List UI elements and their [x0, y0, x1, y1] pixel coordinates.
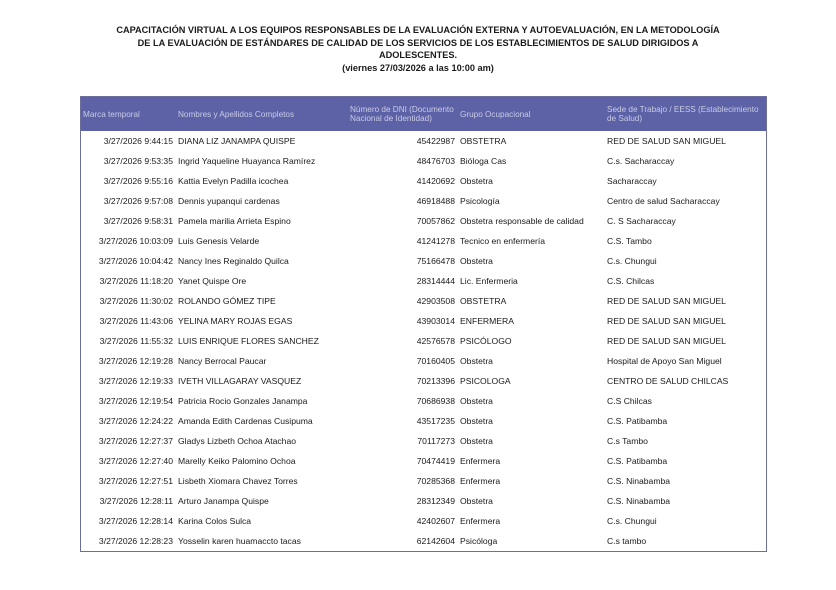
cell-dni: 62142604 — [416, 536, 455, 546]
cell-occupation: OBSTETRA — [460, 296, 507, 306]
table-row — [81, 371, 766, 391]
cell-dni: 43517235 — [416, 416, 455, 426]
cell-timestamp: 3/27/2026 9:58:31 — [103, 216, 173, 226]
cell-occupation: Enfermera — [460, 476, 501, 486]
table-row — [81, 391, 766, 411]
cell-occupation: Enfermera — [460, 456, 501, 466]
cell-dni: 41241278 — [416, 236, 455, 246]
cell-dni: 48476703 — [416, 156, 455, 166]
title-line-1: CAPACITACIÓN VIRTUAL A LOS EQUIPOS RESPONSABLES DE LA EVALUACIÓN EXTERNA Y AUTOEVALUACIÓN, EN LA METODOLOGÍA — [116, 25, 720, 35]
header-occupation: Grupo Ocupacional — [460, 109, 531, 119]
table-row — [81, 531, 766, 551]
table-row — [81, 351, 766, 371]
cell-workplace: C. S Sacharaccay — [607, 216, 676, 226]
cell-timestamp: 3/27/2026 12:27:40 — [98, 456, 173, 466]
cell-timestamp: 3/27/2026 9:53:35 — [103, 156, 173, 166]
cell-occupation: Enfermera — [460, 516, 501, 526]
cell-name: Marelly Keiko Palomino Ochoa — [178, 456, 296, 466]
cell-occupation: PSICOLOGA — [460, 376, 511, 386]
cell-workplace: C.s. Sacharaccay — [607, 156, 675, 166]
cell-workplace: RED DE SALUD SAN MIGUEL — [607, 296, 726, 306]
document-title — [60, 24, 776, 74]
cell-name: Patricia Rocio Gonzales Janampa — [178, 396, 308, 406]
table-row — [81, 311, 766, 331]
cell-dni: 28312349 — [416, 496, 455, 506]
table-row — [81, 451, 766, 471]
table-row — [81, 151, 766, 171]
table-row — [81, 231, 766, 251]
cell-occupation: Psicóloga — [460, 536, 498, 546]
cell-dni: 42903508 — [416, 296, 455, 306]
cell-name: Karina Colos Sulca — [178, 516, 252, 526]
cell-occupation: Obstetra — [460, 356, 493, 366]
title-date-line: (viernes 27/03/2026 a las 10:00 am) — [342, 62, 494, 73]
cell-name: Lisbeth Xiomara Chavez Torres — [178, 476, 298, 486]
cell-timestamp: 3/27/2026 12:19:33 — [98, 376, 173, 386]
cell-dni: 42576578 — [416, 336, 455, 346]
cell-workplace: CENTRO DE SALUD CHILCAS — [607, 376, 729, 386]
cell-name: Ingrid Yaqueline Huayanca Ramírez — [178, 156, 316, 166]
cell-dni: 70057862 — [416, 216, 455, 226]
cell-workplace: RED DE SALUD SAN MIGUEL — [607, 136, 726, 146]
cell-workplace: C.S. Patibamba — [607, 456, 668, 466]
cell-occupation: Obstetra — [460, 176, 493, 186]
cell-name: Arturo Janampa Quispe — [178, 496, 269, 506]
cell-workplace: C.s Tambo — [607, 436, 648, 446]
cell-timestamp: 3/27/2026 12:28:14 — [98, 516, 173, 526]
table-row — [81, 191, 766, 211]
cell-occupation: OBSTETRA — [460, 136, 507, 146]
cell-name: ROLANDO GÓMEZ TIPE — [178, 296, 276, 306]
cell-occupation: Bióloga Cas — [460, 156, 507, 166]
cell-occupation: Obstetra — [460, 496, 493, 506]
attendance-table-container — [80, 96, 767, 552]
table-row — [81, 171, 766, 191]
cell-name: Kattia Evelyn Padilla icochea — [178, 176, 289, 186]
cell-occupation: Psicología — [460, 196, 500, 206]
cell-name: LUIS ENRIQUE FLORES SANCHEZ — [178, 336, 319, 346]
cell-dni: 70686938 — [416, 396, 455, 406]
cell-occupation: Obstetra — [460, 256, 493, 266]
cell-dni: 70160405 — [416, 356, 455, 366]
cell-workplace: C.s tambo — [607, 536, 647, 546]
cell-workplace: RED DE SALUD SAN MIGUEL — [607, 336, 726, 346]
cell-name: YELINA MARY ROJAS EGAS — [178, 316, 293, 326]
cell-occupation: Obstetra — [460, 396, 493, 406]
cell-timestamp: 3/27/2026 9:57:08 — [103, 196, 173, 206]
cell-name: Luis Genesis Velarde — [178, 236, 260, 246]
cell-timestamp: 3/27/2026 12:24:22 — [98, 416, 173, 426]
cell-timestamp: 3/27/2026 12:28:11 — [99, 496, 173, 506]
cell-workplace: C.S. Chilcas — [607, 276, 655, 286]
cell-occupation: Obstetra responsable de calidad — [460, 216, 584, 226]
cell-timestamp: 3/27/2026 11:43:06 — [99, 316, 173, 326]
cell-timestamp: 3/27/2026 11:55:32 — [99, 336, 173, 346]
cell-workplace: Centro de salud Sacharaccay — [607, 196, 720, 206]
cell-occupation: ENFERMERA — [460, 316, 514, 326]
table-body — [81, 131, 766, 551]
cell-dni: 42402607 — [416, 516, 455, 526]
cell-dni: 70474419 — [416, 456, 455, 466]
cell-timestamp: 3/27/2026 12:28:23 — [98, 536, 173, 546]
table-row — [81, 411, 766, 431]
cell-occupation: PSICÓLOGO — [460, 336, 512, 346]
cell-name: DIANA LIZ JANAMPA QUISPE — [178, 136, 296, 146]
table-row — [81, 431, 766, 451]
header-name: Nombres y Apellidos Completos — [178, 109, 295, 119]
cell-occupation: Obstetra — [460, 416, 493, 426]
cell-dni: 28314444 — [416, 276, 455, 286]
cell-name: Nancy Ines Reginaldo Quilca — [178, 256, 289, 266]
table-row — [81, 131, 766, 151]
header-workplace: Sede de Trabajo / EESS (Establecimiento de Salud) — [607, 105, 759, 123]
cell-name: Pamela marilia Arrieta Espino — [178, 216, 291, 226]
cell-workplace: C.S. Ninabamba — [607, 496, 671, 506]
cell-occupation: Tecnico en enfermería — [460, 236, 546, 246]
table-row — [81, 471, 766, 491]
table-row — [81, 211, 766, 231]
table-row — [81, 491, 766, 511]
cell-workplace: C.s. Chungui — [607, 516, 657, 526]
title-line-2: DE LA EVALUACIÓN DE ESTÁNDARES DE CALIDAD DE LOS SERVICIOS DE LOS ESTABLECIMIENTOS DE SALUD DIRIGIDOS A — [137, 37, 699, 48]
cell-timestamp: 3/27/2026 12:19:54 — [98, 396, 173, 406]
cell-workplace: C.s. Chungui — [607, 256, 657, 266]
cell-timestamp: 3/27/2026 10:04:42 — [98, 256, 173, 266]
cell-workplace: C.S. Ninabamba — [607, 476, 671, 486]
cell-workplace: Sacharaccay — [607, 176, 657, 186]
cell-workplace: C.S. Tambo — [607, 236, 652, 246]
attendance-table — [81, 97, 766, 551]
cell-timestamp: 3/27/2026 10:03:09 — [98, 236, 173, 246]
cell-dni: 70213396 — [416, 376, 455, 386]
header-dni: Número de DNI (Documento Nacional de Identidad) — [350, 105, 454, 123]
table-row — [81, 331, 766, 351]
cell-timestamp: 3/27/2026 11:18:20 — [99, 276, 173, 286]
header-row — [81, 97, 766, 131]
title-line-3: ADOLESCENTES. — [378, 50, 458, 60]
cell-dni: 75166478 — [416, 256, 455, 266]
cell-dni: 43903014 — [416, 316, 455, 326]
cell-occupation: Lic. Enfermeria — [460, 276, 518, 286]
cell-name: Amanda Edith Cardenas Cusipuma — [178, 416, 313, 426]
cell-timestamp: 3/27/2026 9:44:15 — [103, 136, 173, 146]
cell-name: Gladys Lizbeth Ochoa Atachao — [178, 436, 297, 446]
table-row — [81, 511, 766, 531]
cell-timestamp: 3/27/2026 12:27:37 — [98, 436, 173, 446]
cell-timestamp: 3/27/2026 11:30:02 — [99, 296, 173, 306]
header-timestamp: Marca temporal — [83, 109, 140, 119]
cell-workplace: C.S Chilcas — [607, 396, 652, 406]
cell-dni: 46918488 — [416, 196, 455, 206]
cell-dni: 70285368 — [416, 476, 455, 486]
cell-name: Yanet Quispe Ore — [178, 276, 247, 286]
cell-name: Dennis yupanqui cardenas — [178, 196, 280, 206]
table-header — [81, 97, 766, 131]
cell-occupation: Obstetra — [460, 436, 493, 446]
table-row — [81, 291, 766, 311]
cell-timestamp: 3/27/2026 9:55:16 — [103, 176, 173, 186]
cell-workplace: RED DE SALUD SAN MIGUEL — [607, 316, 726, 326]
cell-name: IVETH VILLAGARAY VASQUEZ — [178, 376, 302, 386]
cell-dni: 41420692 — [416, 176, 455, 186]
table-row — [81, 251, 766, 271]
cell-dni: 70117273 — [417, 436, 455, 446]
cell-timestamp: 3/27/2026 12:27:51 — [98, 476, 173, 486]
cell-timestamp: 3/27/2026 12:19:28 — [98, 356, 173, 366]
cell-name: Nancy Berrocal Paucar — [178, 356, 267, 366]
cell-workplace: Hospital de Apoyo San Miguel — [607, 356, 722, 366]
cell-workplace: C.S. Patibamba — [607, 416, 668, 426]
table-row — [81, 271, 766, 291]
cell-dni: 45422987 — [416, 136, 455, 146]
cell-name: Yosselin karen huamaccto tacas — [178, 536, 301, 546]
